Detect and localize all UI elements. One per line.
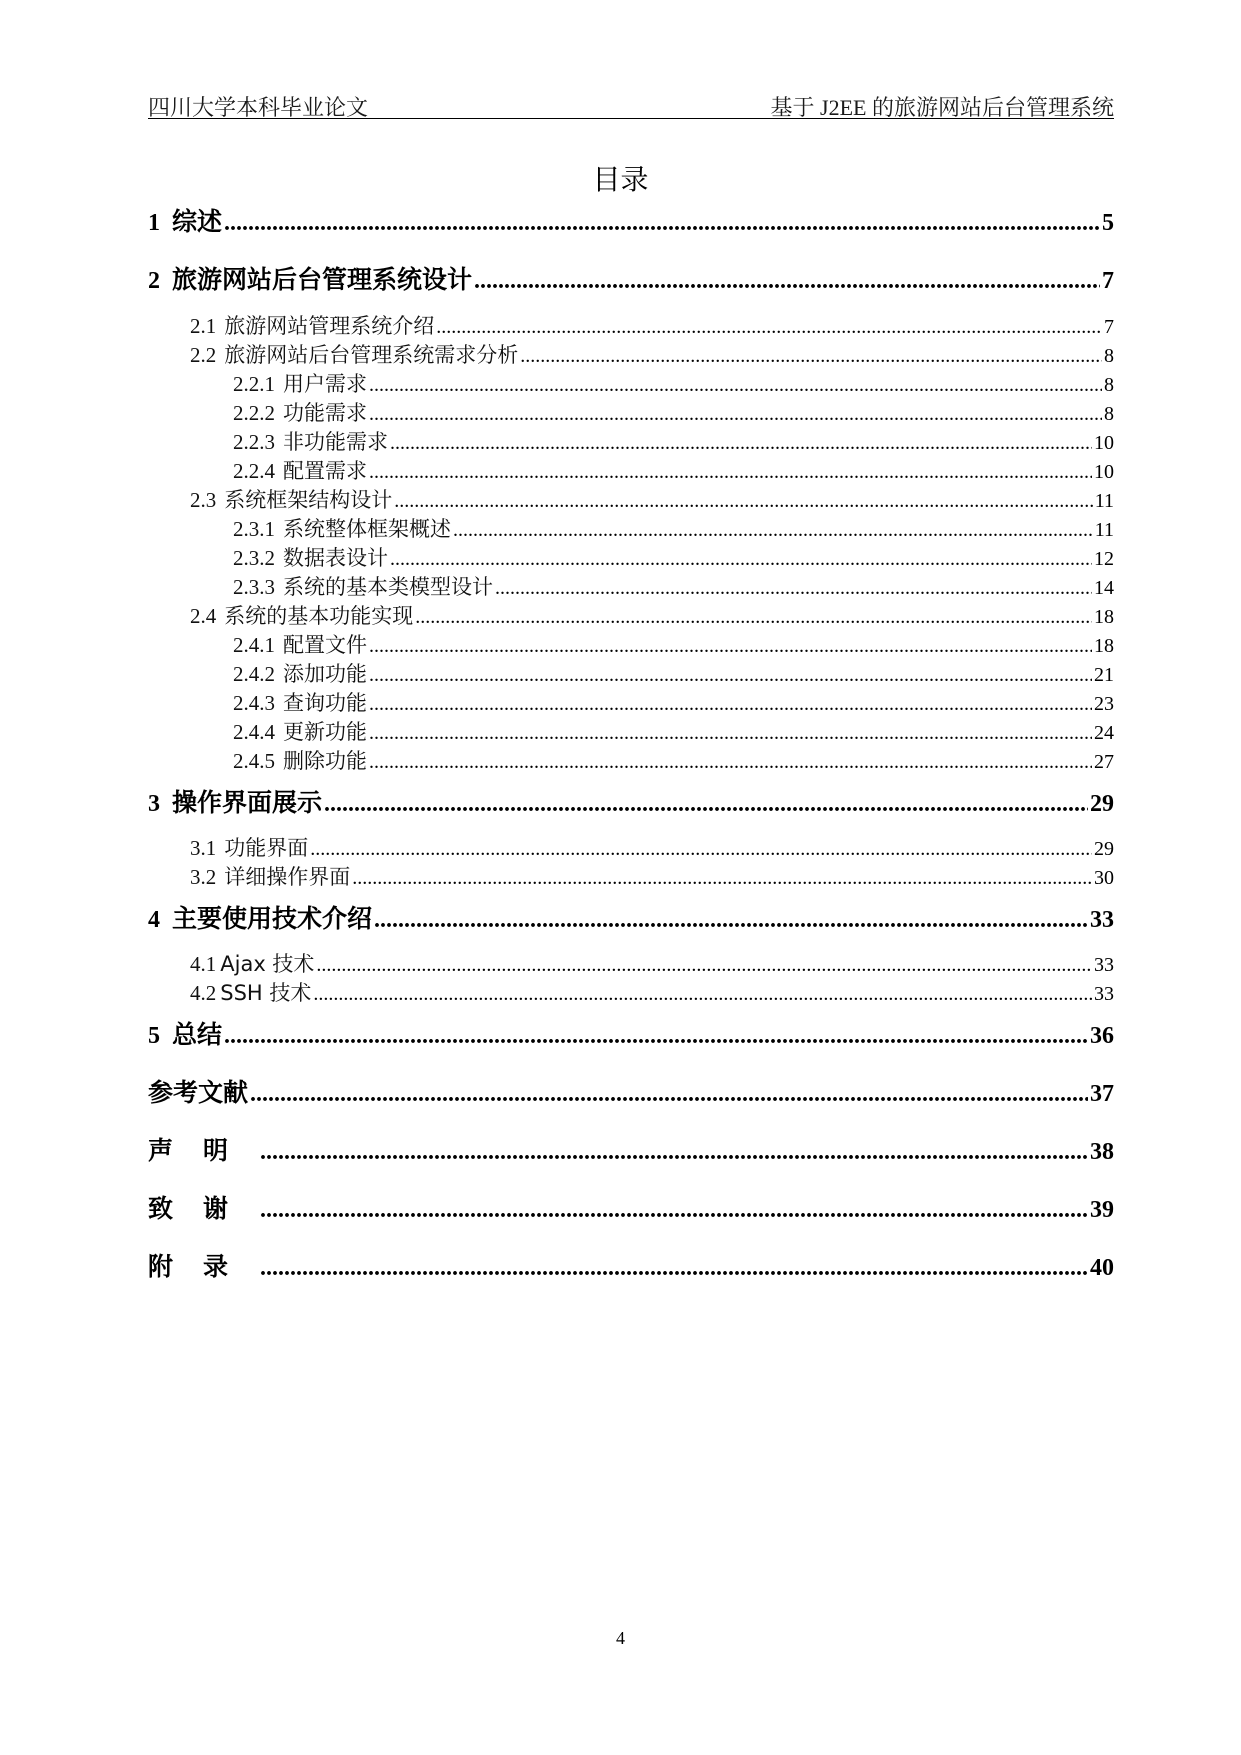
toc-entry-title: 附录 xyxy=(148,1252,259,1281)
toc-entry-chapter-1[interactable] xyxy=(148,206,1114,239)
toc-entry-2-4-4[interactable] xyxy=(233,718,1114,747)
toc-leader-dots xyxy=(474,265,1100,297)
toc-entry-2-3[interactable] xyxy=(190,486,1114,515)
toc-leader-dots xyxy=(390,429,1092,457)
toc-entry-2-3-3[interactable] xyxy=(233,573,1114,602)
toc-entry-number: 2.4.5 xyxy=(233,749,275,773)
toc-entry-page: 30 xyxy=(1094,867,1114,889)
toc-entry-number: 2.2.3 xyxy=(233,430,275,454)
toc-entry-number: 2.4.2 xyxy=(233,662,275,686)
toc-entry-page: 40 xyxy=(1090,1255,1114,1281)
toc-entry-2-2-4[interactable] xyxy=(233,457,1114,486)
toc-entry-page: 7 xyxy=(1104,316,1114,338)
toc-leader-dots xyxy=(310,835,1092,863)
toc-entry-number: 2.2 xyxy=(190,343,217,367)
toc-leader-dots xyxy=(250,1078,1088,1110)
toc-entry-number: 2.2.4 xyxy=(233,459,275,483)
toc-entry-number: 3.2 xyxy=(190,865,217,889)
toc-entry-number: 2 xyxy=(148,268,160,294)
toc-leader-dots xyxy=(390,545,1092,573)
toc-entry-2-4[interactable] xyxy=(190,602,1114,631)
toc-leader-dots xyxy=(313,980,1092,1008)
toc-entry-number: 3.1 xyxy=(190,836,217,860)
toc-entry-title: 综述 xyxy=(172,207,223,236)
toc-entry-appendix[interactable] xyxy=(148,1251,1114,1284)
toc-entry-title: 用户需求 xyxy=(283,372,367,396)
toc-entry-number: 2.3 xyxy=(190,488,217,512)
toc-entry-2-4-2[interactable] xyxy=(233,660,1114,689)
toc-entry-number: 4 xyxy=(148,907,160,933)
toc-entry-title: 主要使用技术介绍 xyxy=(172,904,373,933)
toc-entry-2-4-5[interactable] xyxy=(233,747,1114,776)
toc-leader-dots xyxy=(374,904,1088,936)
toc-entry-title: 配置需求 xyxy=(283,459,367,483)
toc-entry-title: 非功能需求 xyxy=(283,430,388,454)
toc-leader-dots xyxy=(453,516,1093,544)
toc-entry-2-4-3[interactable] xyxy=(233,689,1114,718)
toc-entry-acknowledgements[interactable] xyxy=(148,1193,1114,1226)
toc-entry-title: 系统整体框架概述 xyxy=(283,517,451,541)
toc-entry-chapter-4[interactable] xyxy=(148,903,1114,936)
toc-entry-page: 33 xyxy=(1094,983,1114,1005)
toc-entry-4-2[interactable] xyxy=(190,979,1114,1008)
toc-entry-3-1[interactable] xyxy=(190,834,1114,863)
toc-entry-page: 12 xyxy=(1094,548,1114,570)
toc-entry-number: 2.4.4 xyxy=(233,720,275,744)
toc-entry-page: 29 xyxy=(1090,791,1114,817)
toc-leader-dots xyxy=(369,400,1102,428)
toc-entry-title: Ajax 技术 xyxy=(220,952,315,976)
toc-entry-number: 2.4.3 xyxy=(233,691,275,715)
toc-entry-chapter-5[interactable] xyxy=(148,1019,1114,1052)
toc-entry-number: 4.1 xyxy=(190,952,217,976)
toc-entry-page: 11 xyxy=(1094,519,1114,541)
toc-entry-page: 8 xyxy=(1104,374,1114,396)
toc-entry-2-3-2[interactable] xyxy=(233,544,1114,573)
toc-entry-page: 24 xyxy=(1094,722,1114,744)
toc-entry-title: 系统的基本类模型设计 xyxy=(283,575,493,599)
toc-entry-page: 10 xyxy=(1094,432,1114,454)
toc-entry-declaration[interactable] xyxy=(148,1135,1114,1168)
toc-entry-title: 配置文件 xyxy=(283,633,367,657)
toc-leader-dots xyxy=(260,1194,1088,1226)
toc-leader-dots xyxy=(260,1136,1088,1168)
toc-entry-title: 旅游网站管理系统介绍 xyxy=(224,314,435,338)
toc-leader-dots xyxy=(495,574,1092,602)
toc-entry-references[interactable] xyxy=(148,1077,1114,1110)
toc-entry-number: 2.3.1 xyxy=(233,517,275,541)
toc-leader-dots xyxy=(520,342,1102,370)
toc-entry-page: 8 xyxy=(1104,403,1114,425)
toc-entry-page: 27 xyxy=(1094,751,1114,773)
toc-entry-2-2-2[interactable] xyxy=(233,399,1114,428)
toc-entry-title: 声明 xyxy=(148,1136,259,1165)
toc-leader-dots xyxy=(415,603,1092,631)
header-right-text: 基于 J2EE 的旅游网站后台管理系统 xyxy=(770,95,1114,120)
toc-entry-page: 33 xyxy=(1094,954,1114,976)
toc-entry-title: 系统的基本功能实现 xyxy=(224,604,414,628)
toc-entry-page: 33 xyxy=(1090,907,1114,933)
toc-entry-title: 操作界面展示 xyxy=(172,788,323,817)
toc-entry-page: 5 xyxy=(1102,210,1114,236)
toc-entry-title: 删除功能 xyxy=(283,749,367,773)
toc-entry-number: 2.2.1 xyxy=(233,372,275,396)
toc-entry-page: 21 xyxy=(1094,664,1114,686)
toc-entry-title: 查询功能 xyxy=(283,691,367,715)
toc-entry-title: 数据表设计 xyxy=(283,546,388,570)
toc-leader-dots xyxy=(260,1252,1088,1284)
toc-leader-dots xyxy=(436,313,1102,341)
toc-entry-number: 2.2.2 xyxy=(233,401,275,425)
toc-entry-page: 14 xyxy=(1094,577,1114,599)
toc-leader-dots xyxy=(369,661,1092,689)
toc-entry-2-2-1[interactable] xyxy=(233,370,1114,399)
toc-entry-title: 旅游网站后台管理系统设计 xyxy=(172,265,473,294)
toc-entry-title: 总结 xyxy=(172,1020,223,1049)
toc-entry-2-4-1[interactable] xyxy=(233,631,1114,660)
toc-entry-number: 1 xyxy=(148,210,160,236)
toc-entry-title: 旅游网站后台管理系统需求分析 xyxy=(224,343,519,367)
page-header xyxy=(148,88,1114,119)
toc-entry-number: 2.4.1 xyxy=(233,633,275,657)
toc-entry-number: 2.3.2 xyxy=(233,546,275,570)
toc-leader-dots xyxy=(369,458,1092,486)
toc-entry-page: 37 xyxy=(1090,1081,1114,1107)
toc-entry-page: 38 xyxy=(1090,1139,1114,1165)
toc-entry-page: 23 xyxy=(1094,693,1114,715)
toc-entry-title: 致谢 xyxy=(148,1194,259,1223)
header-left-text: 四川大学本科毕业论文 xyxy=(148,95,369,120)
toc-entry-page: 18 xyxy=(1094,635,1114,657)
toc-entry-2-2[interactable] xyxy=(190,341,1114,370)
toc-entry-title: 参考文献 xyxy=(148,1078,249,1107)
toc-entry-title: 添加功能 xyxy=(283,662,367,686)
toc-title: 目录 xyxy=(592,163,649,196)
toc-entry-title: 更新功能 xyxy=(283,720,367,744)
toc-entry-page: 36 xyxy=(1090,1023,1114,1049)
toc-entry-chapter-3[interactable] xyxy=(148,787,1114,820)
toc-leader-dots xyxy=(224,207,1100,239)
toc-entry-page: 11 xyxy=(1094,490,1114,512)
toc-leader-dots xyxy=(369,632,1092,660)
toc-entry-2-1[interactable] xyxy=(190,312,1114,341)
toc-entry-number: 5 xyxy=(148,1023,160,1049)
page-number: 4 xyxy=(616,1628,625,1648)
toc-entry-number: 2.4 xyxy=(190,604,217,628)
toc-entry-number: 2.3.3 xyxy=(233,575,275,599)
toc-entry-chapter-2[interactable] xyxy=(148,264,1114,297)
toc-leader-dots xyxy=(369,690,1092,718)
toc-entry-4-1[interactable] xyxy=(190,950,1114,979)
toc-entry-page: 29 xyxy=(1094,838,1114,860)
toc-entry-title: 详细操作界面 xyxy=(224,865,351,889)
toc-leader-dots xyxy=(324,788,1088,820)
toc-leader-dots xyxy=(352,864,1092,892)
toc-entry-page: 8 xyxy=(1104,345,1114,367)
toc-entry-page: 18 xyxy=(1094,606,1114,628)
toc-entry-title: 功能需求 xyxy=(283,401,367,425)
toc-leader-dots xyxy=(369,371,1102,399)
toc-entry-2-2-3[interactable] xyxy=(233,428,1114,457)
toc-entry-2-3-1[interactable] xyxy=(233,515,1114,544)
toc-entry-page: 39 xyxy=(1090,1197,1114,1223)
toc-leader-dots xyxy=(394,487,1092,515)
toc-entry-title: 系统框架结构设计 xyxy=(224,488,393,512)
toc-entry-page: 10 xyxy=(1094,461,1114,483)
toc-leader-dots xyxy=(316,951,1092,979)
toc-leader-dots xyxy=(369,748,1092,776)
toc-leader-dots xyxy=(369,719,1092,747)
toc-entry-number: 4.2 xyxy=(190,981,217,1005)
toc-entry-title: SSH 技术 xyxy=(220,981,312,1005)
toc-entry-page: 7 xyxy=(1102,268,1114,294)
toc-leader-dots xyxy=(224,1020,1088,1052)
toc-entry-title: 功能界面 xyxy=(224,836,309,860)
toc-entry-number: 2.1 xyxy=(190,314,217,338)
toc-entry-3-2[interactable] xyxy=(190,863,1114,892)
toc-entry-number: 3 xyxy=(148,791,160,817)
